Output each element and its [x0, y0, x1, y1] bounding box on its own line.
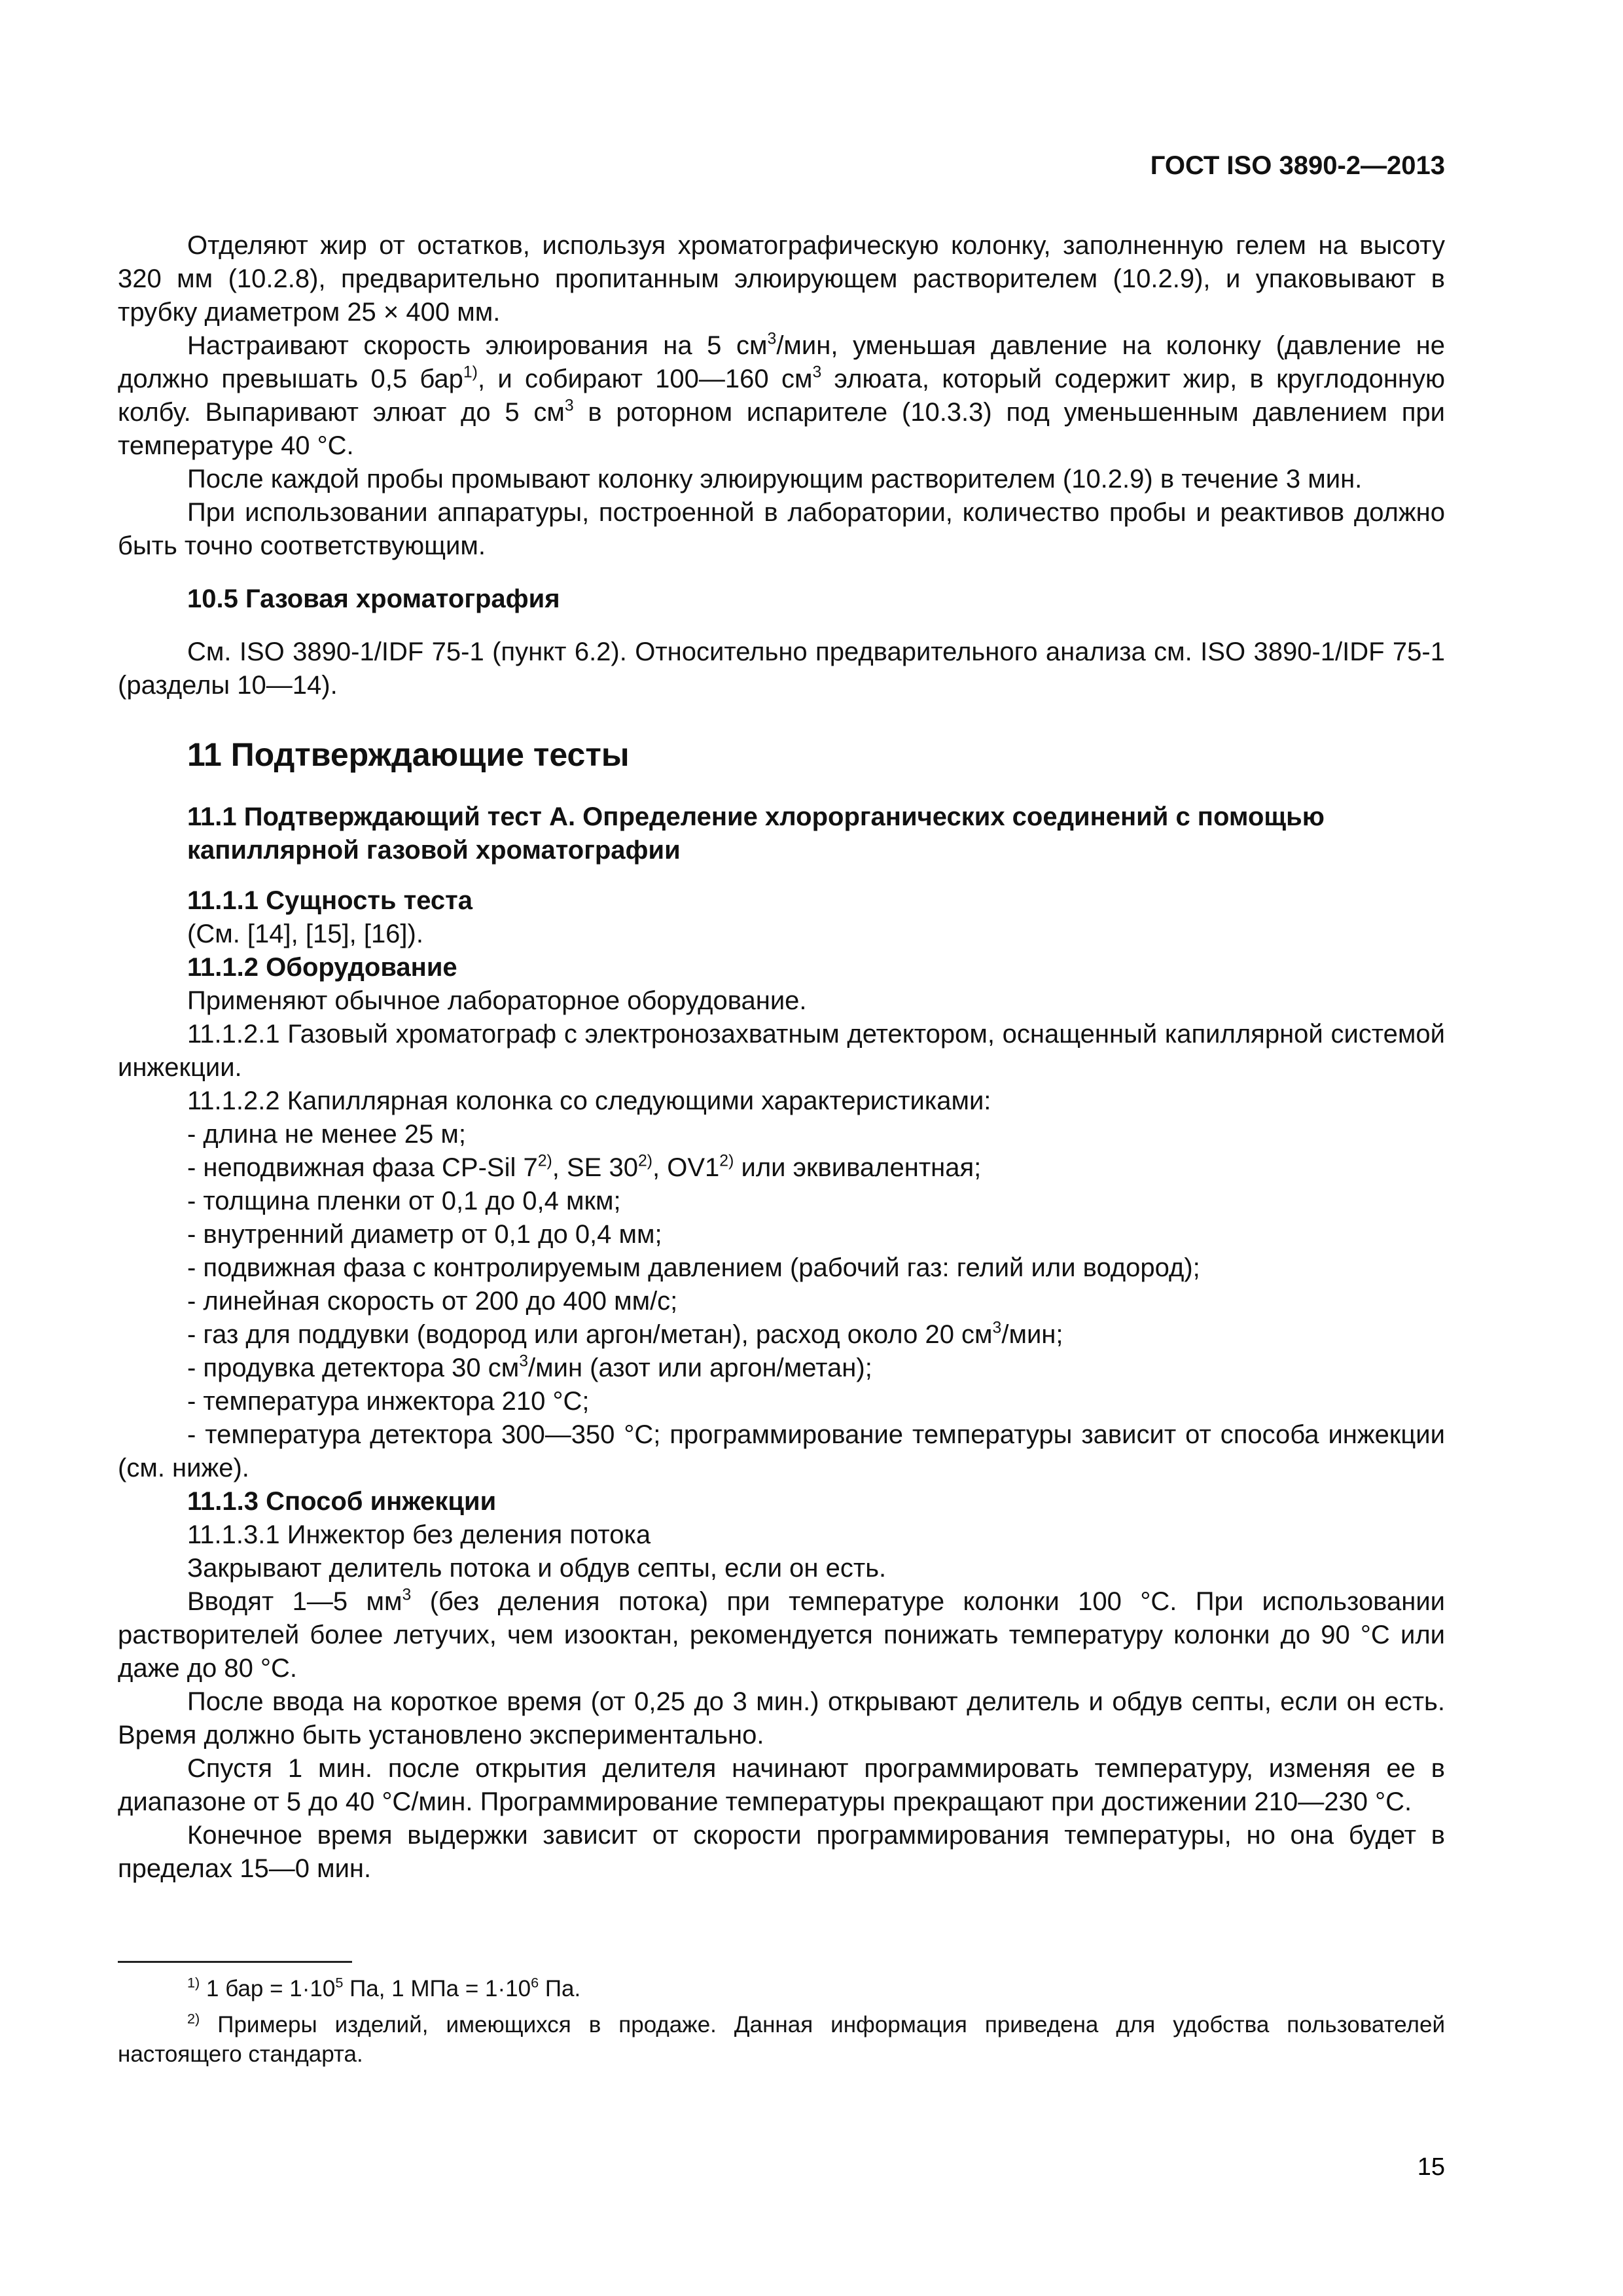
text-11-1-3-1: 11.1.3.1 Инжектор без деления потока: [187, 1520, 651, 1549]
heading-11-1-3: 11.1.3 Способ инжекции: [187, 1487, 497, 1516]
text-11-1-2-2: 11.1.2.2 Капиллярная колонка со следующими характеристиками:: [187, 1086, 991, 1115]
text-11-1-1: (См. [14], [15], [16]).: [187, 920, 423, 948]
text-11-1-2-1: 11.1.2.1 Газовый хроматограф с электронозахватным детектором, оснащенный капиллярной системой инжекции.: [118, 1020, 1445, 1082]
paragraph-close-splitter: Закрывают делитель потока и обдув септы, если он есть.: [187, 1554, 887, 1583]
paragraph-lab-apparatus: При использовании аппаратуры, построенной в лаборатории, количество пробы и реактивов должно быть точно соответствующим.: [118, 498, 1445, 560]
list-item: - температура детектора 300—350 °С; программирование температуры зависит от способа инжекции (см. ниже).: [118, 1420, 1445, 1482]
paragraph-final-hold-time: Конечное время выдержки зависит от скорости программирования температуры, но она будет в пределах 15—0 мин.: [118, 1821, 1445, 1883]
footnote-1: $^{1)}$ 1 бар = $1\cdot 10^5$ Па, 1 МПа = $1\cdot 10^6$ Па.: [187, 1974, 581, 2001]
footnote-ref-1[interactable]: 1): [463, 363, 478, 382]
list-item: - неподвижная фаза CP-Sil 7$^{2)}$, SE 30$^{2)}$, OV1$^{2)}$ или эквивалентная;: [187, 1152, 982, 1182]
footnote-ref-2[interactable]: 2): [537, 1152, 552, 1170]
heading-11-1: 11.1 Подтверждающий тест А. Определение хлорорганических соединений с помощью капиллярной газовой хроматографии: [187, 802, 1325, 865]
footnotes: [118, 1974, 1445, 2075]
list-item: - внутренний диаметр от 0,1 до 0,4 мм;: [187, 1220, 662, 1249]
list-item: - линейная скорость от 200 до 400 мм/с;: [187, 1287, 678, 1316]
list-item: - подвижная фаза с контролируемым давлением (рабочий газ: гелий или водород);: [187, 1253, 1200, 1282]
heading-11-1-1: 11.1.1 Сущность теста: [187, 886, 473, 915]
paragraph-10-5: См. ISO 3890-1/IDF 75-1 (пункт 6.2). Относительно предварительного анализа см. ISO 3890-1/IDF 75-1 (разделы 10—14).: [118, 637, 1445, 700]
text-11-1-2: Применяют обычное лабораторное оборудование.: [187, 986, 807, 1015]
paragraph-open-splitter: После ввода на короткое время (от 0,25 до 3 мин.) открывают делитель и обдув септы, если он есть. Время должно быть установлено экспериментально.: [118, 1687, 1445, 1749]
heading-11-1-2: 11.1.2 Оборудование: [187, 953, 457, 982]
footnote-separator: [118, 1961, 352, 1963]
page-number: 15: [1417, 2153, 1445, 2181]
list-item: - газ для поддувки (водород или аргон/метан), расход около 20 $см^3$/мин;: [187, 1319, 1063, 1349]
paragraph-inject-volume: Вводят 1—5 $мм^3$ (без деления потока) при температуре колонки 100 °С. При использовании растворителей более летучих, чем изооктан, рекомендуется понижать температуру колонки до 90 °С или даже до 80 °С.: [118, 1586, 1446, 1683]
paragraph-temperature-program: Спустя 1 мин. после открытия делителя начинают программировать температуру, изменяя ее в диапазоне от 5 до 40 °С/мин. Программирование температуры прекращают при достижении 210—230 °С.: [118, 1754, 1445, 1816]
heading-10-5: 10.5 Газовая хроматография: [187, 584, 560, 613]
document-code-header: ГОСТ ISO 3890-2—2013: [1150, 151, 1445, 180]
list-item: - толщина пленки от 0,1 до 0,4 мкм;: [187, 1187, 621, 1215]
heading-section-11: 11 Подтверждающие тесты: [187, 736, 630, 773]
paragraph-rinse-column: После каждой пробы промывают колонку элюирующим растворителем (10.2.9) в течение 3 мин.: [187, 465, 1363, 493]
footnote-ref-2[interactable]: 2): [719, 1152, 734, 1170]
footnote-2: $^{2)}$ Примеры изделий, имеющихся в продаже. Данная информация приведена для удобства пользователей настоящего стандарта.: [118, 2010, 1445, 2067]
list-item: - длина не менее 25 м;: [187, 1120, 467, 1149]
list-item: - продувка детектора 30 $см^3$/мин (азот или аргон/метан);: [187, 1352, 872, 1382]
paragraph-gel-column: Отделяют жир от остатков, используя хроматографическую колонку, заполненную гелем на высоту 320 мм (10.2.8), предварительно пропитанным элюирующем растворителем (10.2.9), и упаковывают в трубку диаметром 25 × 400 мм.: [118, 231, 1445, 327]
footnote-ref-2[interactable]: 2): [637, 1152, 653, 1170]
list-item: - температура инжектора 210 °С;: [187, 1387, 590, 1416]
paragraph-elution-speed: Настраивают скорость элюирования на 5 $см^3$/мин, уменьшая давление на колонку (давление не должно превышать 0,5 бар$^{1)}$, и собирают 100—160 $см^3$ элюата, который содержит жир, в круглодонную колбу. Выпаривают элюат до 5 $см^3$ в роторном испарителе (10.3.3) под уменьшенным давлением при температуре 40 °С.: [118, 330, 1446, 460]
